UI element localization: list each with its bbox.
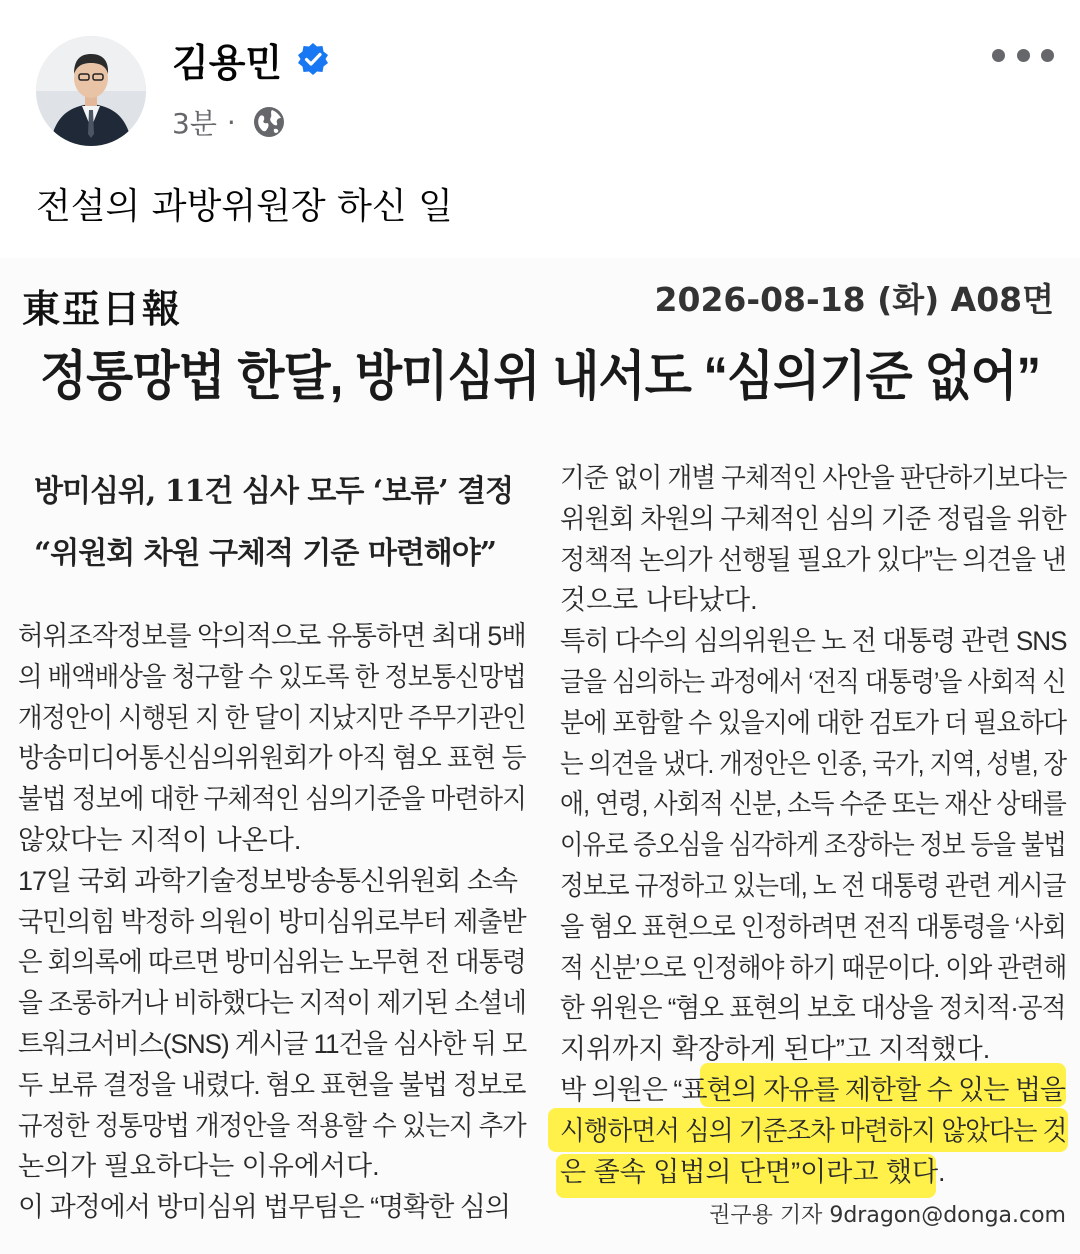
article-text-line: 지위까지 확장하게 된다”고 지적했다. — [560, 1034, 991, 1065]
article-text-line: 두 보류 결정을 내렸다. 혐오 표현을 불법 정보로 — [18, 1069, 526, 1100]
article-text-line: 은 졸속 입법의 단면”이라고 했다. — [560, 1156, 946, 1187]
article-text-line: 적 신분’으로 인정해야 하기 때문이다. 이와 관련해 — [560, 952, 1067, 983]
more-dot — [992, 49, 1005, 62]
article-text-line: 는 의견을 냈다. 개정안은 인종, 국가, 지역, 성별, 장 — [560, 748, 1067, 779]
more-options-icon[interactable] — [992, 40, 1054, 70]
article-text-line: 않았다는 지적이 나온다. — [18, 825, 302, 855]
article-text-line: 이 과정에서 방미심위 법무팀은 “명확한 심의 — [18, 1192, 510, 1223]
article-text-line: 한 위원은 “혐오 표현의 보호 대상을 정치적·공적 — [560, 993, 1066, 1024]
article-text-line: 의 배액배상을 청구할 수 있도록 한 정보통신망법 — [18, 661, 526, 692]
article-text-line: 것으로 나타났다. — [560, 585, 758, 616]
article-text-line: 방송미디어통신심의위원회가 아직 혐오 표현 등 — [18, 743, 526, 774]
post-meta — [172, 102, 286, 142]
article-text-line: 17일 국회 과학기술정보방송통신위원회 소속 — [18, 865, 518, 896]
article-text-line: 정책적 논의가 선행될 필요가 있다”는 의견을 낸 — [560, 544, 1066, 575]
globe-icon[interactable] — [252, 105, 286, 139]
article-text-line: 국민의힘 박정하 의원이 방미심위로부터 제출받 — [18, 906, 526, 937]
article-text-line: 을 조롱하거나 비하했다는 지적이 제기된 소셜네 — [18, 988, 526, 1019]
article-text-line: 불법 정보에 대한 구체적인 심의기준을 마련하지 — [18, 784, 526, 815]
article-text-line: 박 의원은 “표현의 자유를 제한할 수 있는 법을 — [560, 1075, 1065, 1105]
article-text-line: 위원회 차원의 구체적인 심의 기준 정립을 위한 — [560, 503, 1066, 534]
newspaper-masthead: 東亞日報 — [22, 286, 183, 331]
article-text-line: 애, 연령, 사회적 신분, 소득 수준 또는 재산 상태를 — [560, 789, 1066, 820]
article-text-line: 분에 포함할 수 있을지에 대한 검토가 더 필요하다 — [560, 707, 1067, 738]
article-text-line: 이유로 증오심을 심각하게 조장하는 정보 등을 불법 — [560, 830, 1066, 861]
verified-badge-icon — [296, 42, 330, 76]
article-text-line: 규정한 정통망법 개정안을 적용할 수 있는지 추가 — [18, 1110, 526, 1141]
article-headline: 정통망법 한달, 방미심위 내서도 “심의기준 없어” — [40, 347, 1041, 406]
issue-date: 2026-08-18 (화) A08면 — [654, 280, 1054, 319]
article-text-line: 시행하면서 심의 기준조차 마련하지 않았다는 것 — [560, 1115, 1067, 1146]
post-timestamp[interactable]: 3분 — [172, 107, 217, 140]
article-text-line: 을 혐오 표현으로 인정하려면 전직 대통령을 ‘사회 — [560, 911, 1066, 942]
article-byline: 권구용 기자 9dragon@donga.com — [709, 1203, 1066, 1228]
author-name[interactable]: 김용민 — [172, 41, 283, 85]
more-dot — [1017, 49, 1030, 62]
post-caption: 전설의 과방위원장 하신 일 — [36, 186, 453, 227]
article-text-line: 논의가 필요하다는 이유에서다. — [18, 1151, 380, 1182]
author-avatar[interactable] — [36, 36, 146, 146]
article-subhead: 방미심위, 11건 심사 모두 ‘보류’ 결정 — [34, 474, 514, 509]
article-subhead: “위원회 차원 구체적 기준 마련해야” — [34, 536, 497, 571]
meta-separator: · — [226, 105, 236, 139]
article-text-line: 글을 심의하는 과정에서 ‘전직 대통령’을 사회적 신 — [560, 667, 1066, 697]
article-text-line: 정보로 규정하고 있는데, 노 전 대통령 관련 게시글 — [560, 871, 1066, 901]
article-text-line: 기준 없이 개별 구체적인 사안을 판단하기보다는 — [560, 463, 1067, 493]
avatar-photo — [36, 36, 146, 146]
newspaper-clipping-image[interactable] — [0, 258, 1080, 1254]
article-text-line: 은 회의록에 따르면 방미심위는 노무현 전 대통령 — [18, 947, 526, 978]
article-text-line: 트워크서비스(SNS) 게시글 11건을 심사한 뒤 모 — [18, 1029, 527, 1059]
article-text-line: 개정안이 시행된 지 한 달이 지났지만 주무기관인 — [18, 702, 526, 733]
article-text-line: 특히 다수의 심의위원은 노 전 대통령 관련 SNS — [560, 626, 1067, 657]
article-text-line: 허위조작정보를 악의적으로 유통하면 최대 5배 — [18, 621, 526, 651]
more-dot — [1041, 49, 1054, 62]
